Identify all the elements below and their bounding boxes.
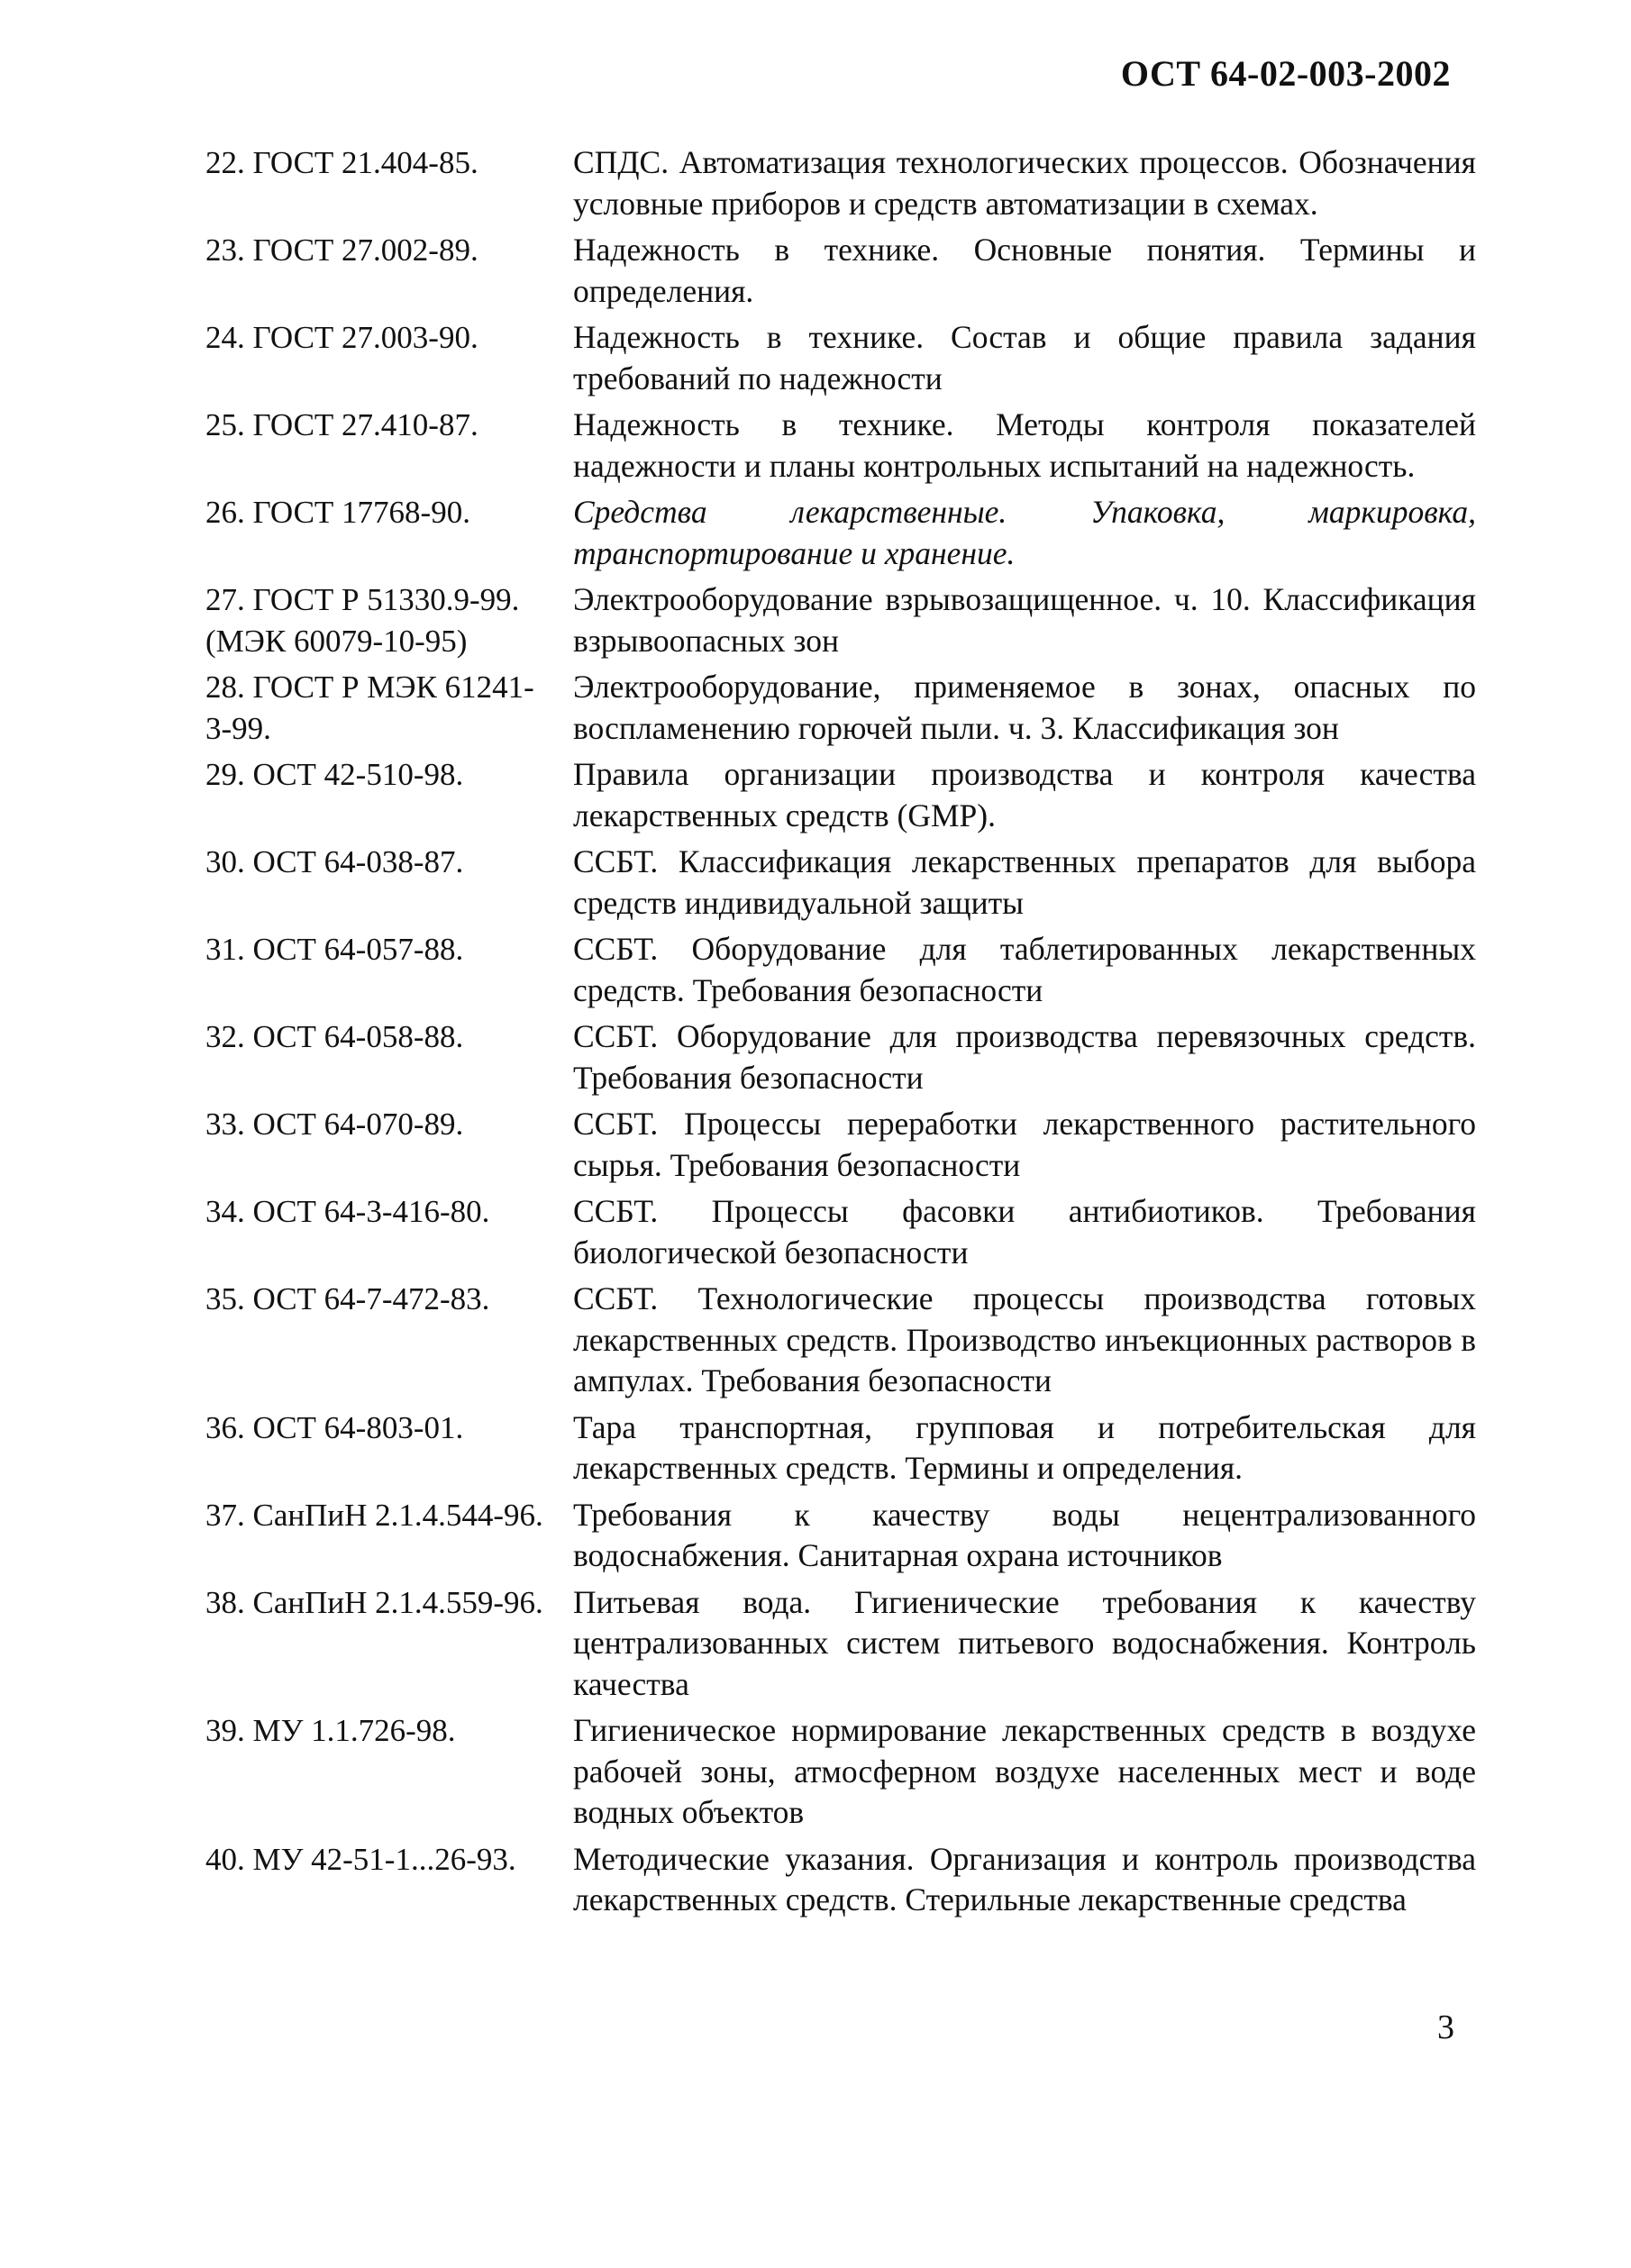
reference-entry xyxy=(205,1407,1476,1489)
reference-title: ССБТ. Процессы переработки лекарственного растительного сырья. Требования безопасности xyxy=(573,1106,1476,1183)
reference-title: Надежность в технике. Состав и общие правила задания требований по надежности xyxy=(573,319,1476,396)
reference-title: Гигиеническое нормирование лекарственных средств в воздухе рабочей зоны, атмосферном воздухе населенных мест и воде водных объектов xyxy=(573,1712,1476,1830)
reference-title: ССБТ. Технологические процессы производства готовых лекарственных средств. Производство инъекционных растворов в ампулах. Требования безопасности xyxy=(573,1280,1476,1398)
reference-code: 23. ГОСТ 27.002-89. xyxy=(205,232,478,268)
reference-title: СПДС. Автоматизация технологических процессов. Обозначения условные приборов и средств автоматизации в схемах. xyxy=(573,144,1476,222)
reference-title: ССБТ. Классификация лекарственных препаратов для выбора средств индивидуальной защиты xyxy=(573,843,1476,921)
reference-code: 25. ГОСТ 27.410-87. xyxy=(205,407,478,442)
reference-entry xyxy=(205,1495,1476,1577)
reference-entry xyxy=(205,579,1476,661)
reference-code: 28. ГОСТ Р МЭК 61241- 3-99. xyxy=(205,669,534,746)
reference-entry xyxy=(205,929,1476,1011)
reference-title: Средства лекарственные. Упаковка, маркировка, транспортирование и хранение. xyxy=(573,494,1476,571)
reference-entry xyxy=(205,230,1476,312)
reference-title: Электрооборудование взрывозащищенное. ч. 10. Классификация взрывоопасных зон xyxy=(573,581,1476,659)
reference-entry xyxy=(205,317,1476,399)
reference-code: 30. ОСТ 64-038-87. xyxy=(205,844,464,879)
reference-code: 39. МУ 1.1.726-98. xyxy=(205,1713,456,1748)
reference-entry xyxy=(205,1839,1476,1921)
reference-entry xyxy=(205,1279,1476,1402)
reference-entry xyxy=(205,405,1476,487)
reference-entry xyxy=(205,1582,1476,1706)
reference-entry xyxy=(205,1191,1476,1273)
reference-entry xyxy=(205,754,1476,836)
reference-entry xyxy=(205,1016,1476,1098)
normative-references-list xyxy=(205,142,1476,1926)
reference-entry xyxy=(205,1104,1476,1186)
reference-entry xyxy=(205,1710,1476,1834)
reference-code: 32. ОСТ 64-058-88. xyxy=(205,1019,464,1054)
reference-title: ССБТ. Процессы фасовки антибиотиков. Требования биологической безопасности xyxy=(573,1193,1476,1271)
reference-entry xyxy=(205,667,1476,749)
reference-code: 38. СанПиН 2.1.4.559-96. xyxy=(205,1584,543,1620)
reference-title: Методические указания. Организация и контроль производства лекарственных средств. Стерильные лекарственные средства xyxy=(573,1840,1476,1917)
reference-title: Требования к качеству воды нецентрализованного водоснабжения. Санитарная охрана источников xyxy=(573,1496,1476,1573)
reference-entry xyxy=(205,492,1476,574)
page-number: 3 xyxy=(1437,2008,1454,2046)
reference-title: Надежность в технике. Методы контроля показателей надежности и планы контрольных испытаний на надежность. xyxy=(573,406,1476,484)
reference-entry xyxy=(205,142,1476,224)
reference-title: ССБТ. Оборудование для производства перевязочных средств. Требования безопасности xyxy=(573,1018,1476,1096)
reference-code: 37. СанПиН 2.1.4.544-96. xyxy=(205,1497,543,1533)
reference-title: Электрооборудование, применяемое в зонах, опасных по воспламенению горючей пыли. ч. 3. Классификация зон xyxy=(573,669,1476,746)
reference-code: 33. ОСТ 64-070-89. xyxy=(205,1107,464,1142)
reference-code: 36. ОСТ 64-803-01. xyxy=(205,1409,464,1445)
reference-code: 22. ГОСТ 21.404-85. xyxy=(205,145,478,180)
reference-code: 29. ОСТ 42-510-98. xyxy=(205,757,464,792)
document-code-header: ОСТ 64-02-003-2002 xyxy=(1120,53,1451,94)
reference-entry xyxy=(205,842,1476,924)
reference-code: 26. ГОСТ 17768-90. xyxy=(205,495,470,530)
reference-title: Тара транспортная, групповая и потребительская для лекарственных средств. Термины и определения. xyxy=(573,1408,1476,1486)
reference-title: Надежность в технике. Основные понятия. Термины и определения. xyxy=(573,232,1476,309)
reference-code: 35. ОСТ 64-7-472-83. xyxy=(205,1281,490,1316)
reference-title: Питьевая вода. Гигиенические требования к качеству централизованных систем питьевого водоснабжения. Контроль качества xyxy=(573,1583,1476,1702)
reference-title: ССБТ. Оборудование для таблетированных лекарственных средств. Требования безопасности xyxy=(573,931,1476,1008)
reference-code: 34. ОСТ 64-3-416-80. xyxy=(205,1194,490,1229)
reference-code: 31. ОСТ 64-057-88. xyxy=(205,932,464,967)
reference-code: 40. МУ 42-51-1...26-93. xyxy=(205,1841,516,1877)
reference-code: 24. ГОСТ 27.003-90. xyxy=(205,320,478,355)
reference-title: Правила организации производства и контроля качества лекарственных средств (GMP). xyxy=(573,756,1476,833)
reference-code: 27. ГОСТ Р 51330.9-99. (МЭК 60079-10-95) xyxy=(205,582,520,659)
